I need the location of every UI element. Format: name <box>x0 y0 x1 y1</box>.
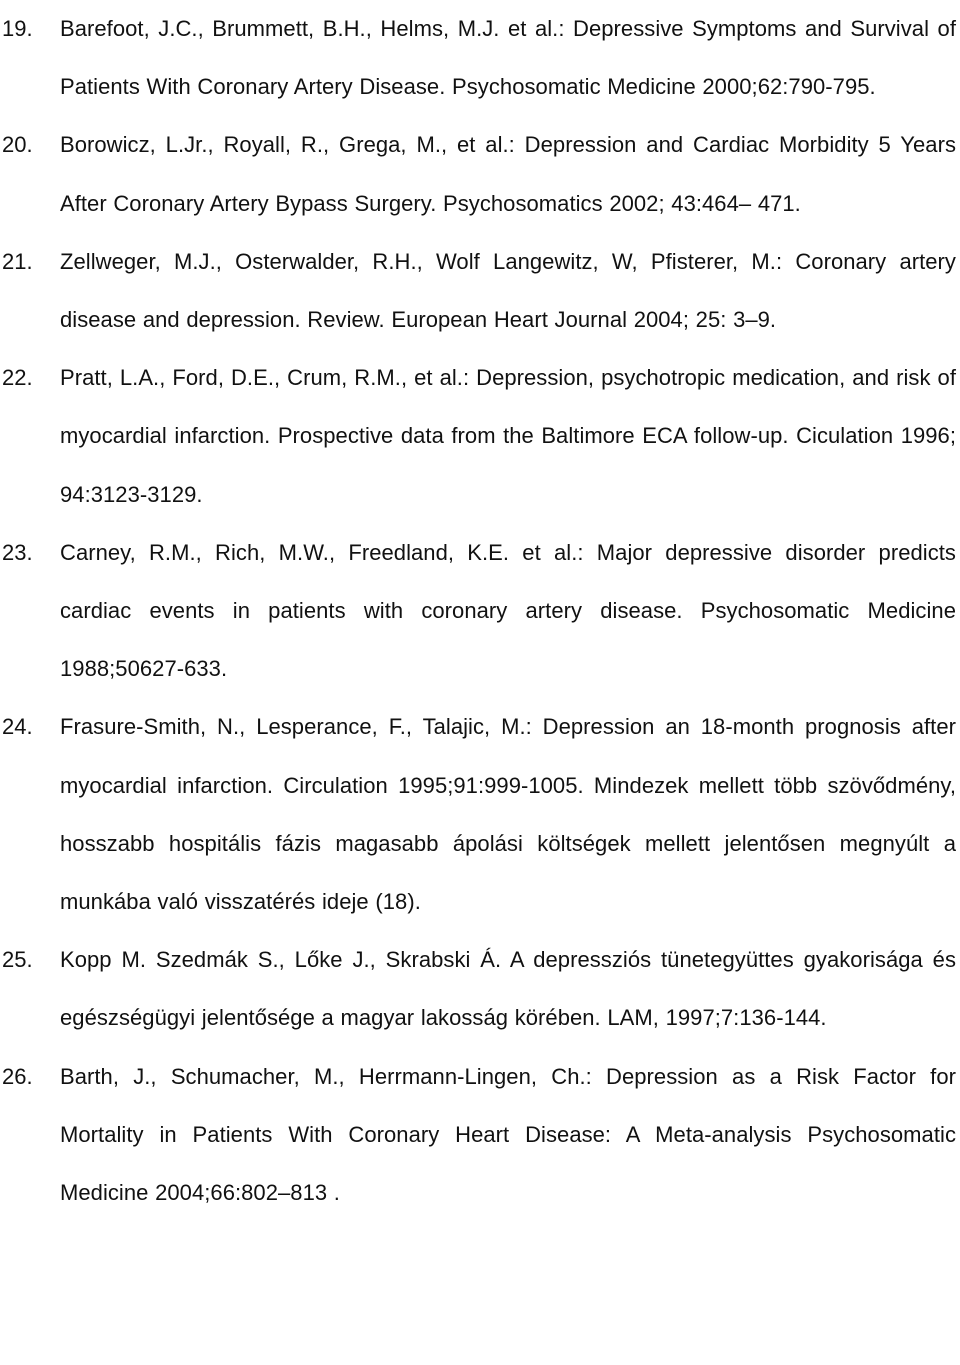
reference-item <box>0 524 960 699</box>
reference-item <box>0 349 960 524</box>
reference-item <box>0 698 960 931</box>
reference-number: 25. <box>2 947 33 973</box>
reference-number: 22. <box>2 365 33 391</box>
reference-text: Pratt, L.A., Ford, D.E., Crum, R.M., et al.: Depression, psychotropic medication, and risk of myocardial infarction. Prospective data from the Baltimore ECA follow-up. Ciculation 1996; 94:3123-3129. <box>60 365 956 507</box>
reference-text: Borowicz, L.Jr., Royall, R., Grega, M., et al.: Depression and Cardiac Morbidity 5 Years After Coronary Artery Bypass Surgery. Psychosomatics 2002; 43:464– 471. <box>60 132 956 216</box>
reference-number: 19. <box>2 16 33 41</box>
reference-number: 23. <box>2 539 33 565</box>
reference-item <box>0 116 960 232</box>
reference-number: 20. <box>2 132 33 158</box>
reference-item <box>0 233 960 349</box>
reference-text: Zellweger, M.J., Osterwalder, R.H., Wolf Langewitz, W, Pfisterer, M.: Coronary artery disease and depression. Review. European Heart Journal 2004; 25: 3–9. <box>60 248 956 333</box>
reference-text: Barefoot, J.C., Brummett, B.H., Helms, M.J. et al.: Depressive Symptoms and Survival of Patients With Coronary Artery Disease. Psychosomatic Medicine 2000;62:790-795. <box>60 16 956 100</box>
reference-number: 24. <box>2 714 33 740</box>
reference-item <box>0 931 960 1047</box>
reference-item <box>0 0 960 116</box>
reference-text: Kopp M. Szedmák S., Lőke J., Skrabski Á. A depressziós tünetegyüttes gyakorisága és egészségügyi jelentősége a magyar lakosság körében. LAM, 1997;7:136-144. <box>60 947 956 1031</box>
reference-item <box>0 1048 960 1223</box>
reference-number: 26. <box>2 1063 33 1089</box>
reference-text: Barth, J., Schumacher, M., Herrmann-Lingen, Ch.: Depression as a Risk Factor for Mortality in Patients With Coronary Heart Disease: A Meta-analysis Psychosomatic Medicine 2004;66:802–813 . <box>60 1063 956 1206</box>
reference-text: Frasure-Smith, N., Lesperance, F., Talajic, M.: Depression an 18-month prognosis after myocardial infarction. Circulation 1995;91:999-1005. Mindezek mellett több szövődmény, hosszabb hospitális fázis magasabb ápolási költségek mellett jelentősen megnyúlt a munkába való visszatérés ideje (18). <box>60 714 956 915</box>
reference-number: 21. <box>2 248 33 274</box>
reference-text: Carney, R.M., Rich, M.W., Freedland, K.E. et al.: Major depressive disorder predicts cardiac events in patients with coronary artery disease. Psychosomatic Medicine 1988;50627-633. <box>60 539 956 682</box>
